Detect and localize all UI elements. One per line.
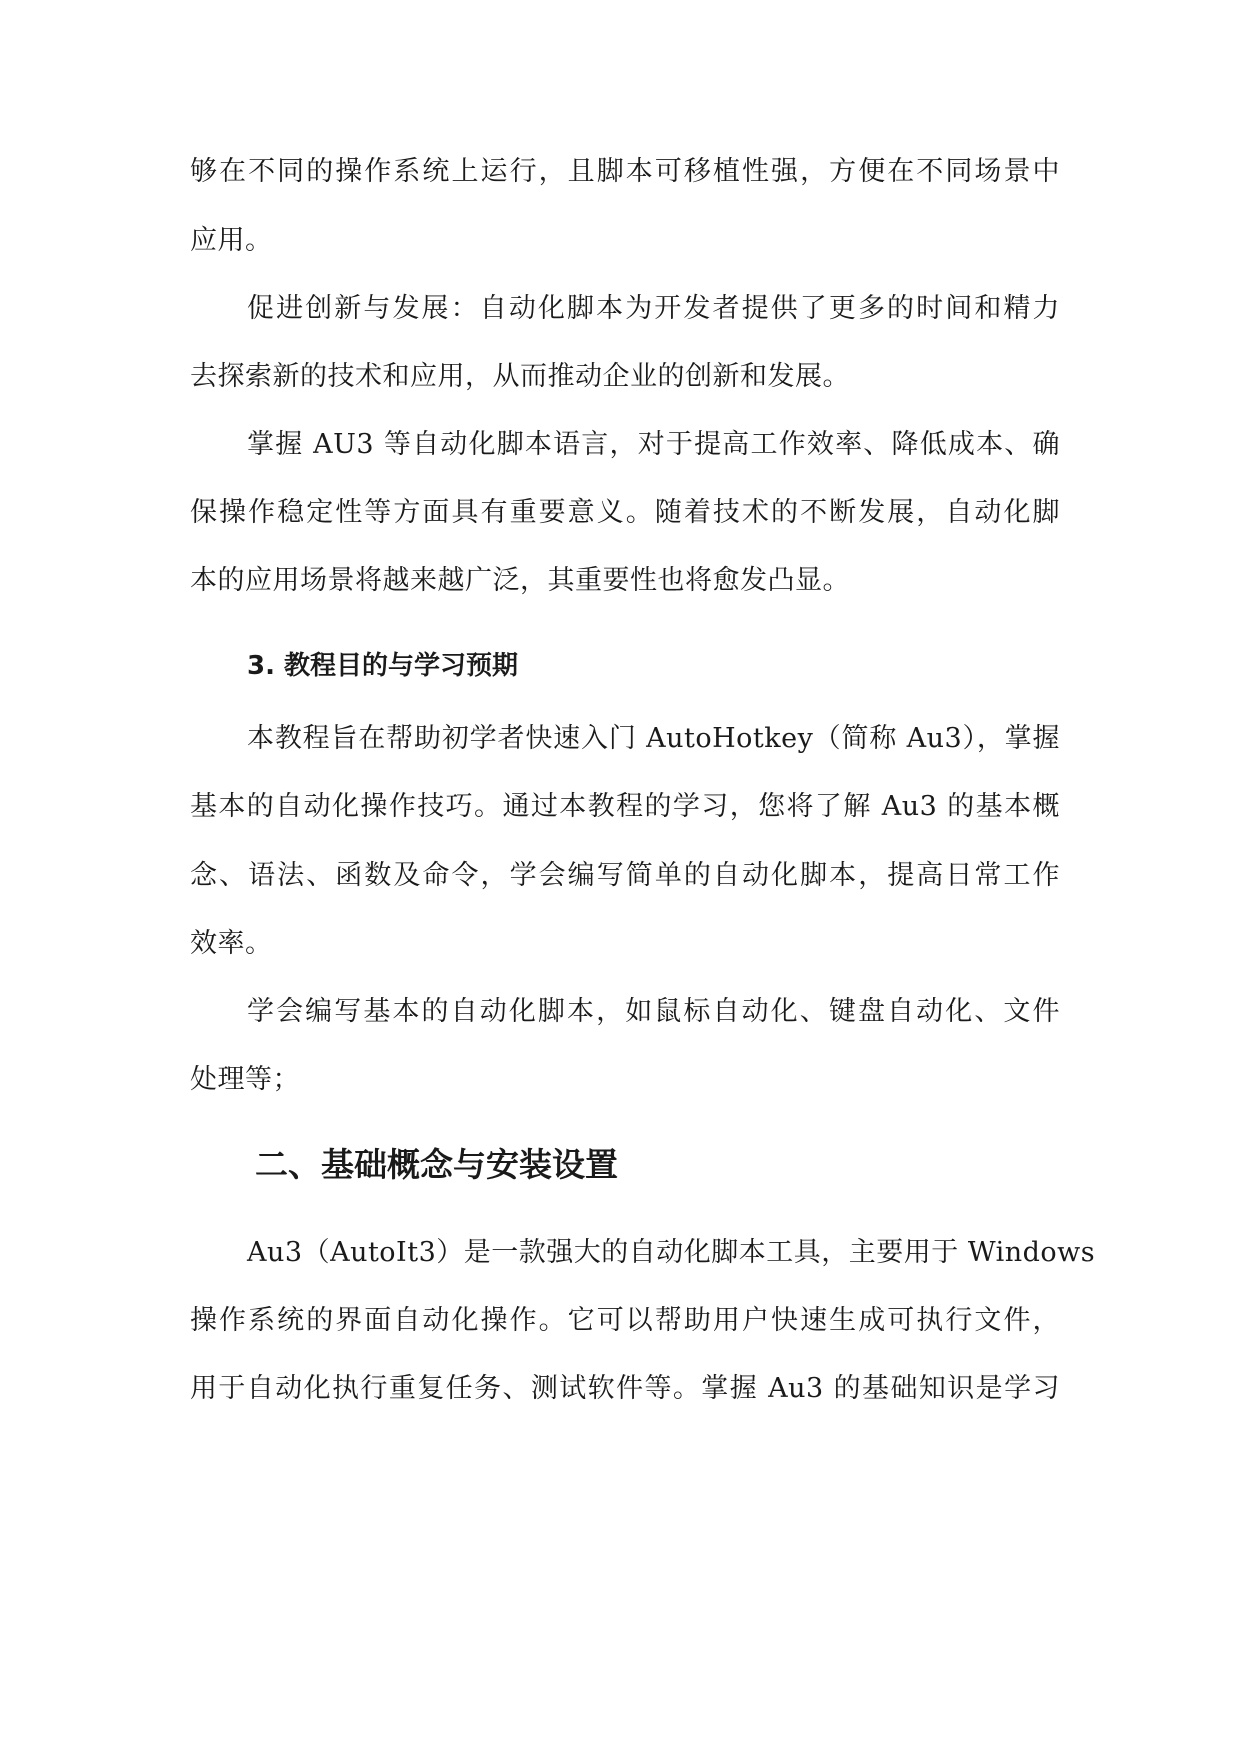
paragraph-line: 基本的自动化操作技巧。通过本教程的学习，您将了解 Au3 的基本概 (190, 791, 1060, 822)
paragraph-line: 本的应用场景将越来越广泛，其重要性也将愈发凸显。 (190, 565, 850, 596)
paragraph-line: 学会编写基本的自动化脚本，如鼠标自动化、键盘自动化、文件 (247, 996, 1060, 1027)
paragraph-line: 处理等； (190, 1064, 300, 1095)
paragraph-line: 应用。 (190, 225, 273, 256)
section-heading: 3. 教程目的与学习预期 (247, 651, 519, 681)
chapter-heading: 二、基础概念与安装设置 (255, 1145, 618, 1184)
paragraph-line: 效率。 (190, 928, 273, 959)
paragraph-line: 去探索新的技术和应用，从而推动企业的创新和发展。 (190, 361, 850, 392)
paragraph-line: 够在不同的操作系统上运行，且脚本可移植性强，方便在不同场景中 (190, 156, 1060, 187)
paragraph-line: 促进创新与发展：自动化脚本为开发者提供了更多的时间和精力 (247, 293, 1060, 324)
paragraph-line: 操作系统的界面自动化操作。它可以帮助用户快速生成可执行文件， (190, 1305, 1060, 1336)
paragraph-line: 念、语法、函数及命令，学会编写简单的自动化脚本，提高日常工作 (190, 860, 1060, 891)
paragraph-line: 保操作稳定性等方面具有重要意义。随着技术的不断发展，自动化脚 (190, 497, 1060, 528)
paragraph-line: 掌握 AU3 等自动化脚本语言，对于提高工作效率、降低成本、确 (247, 429, 1060, 460)
paragraph-line: 本教程旨在帮助初学者快速入门 AutoHotkey（简称 Au3），掌握 (247, 723, 1060, 754)
paragraph-line: 用于自动化执行重复任务、测试软件等。掌握 Au3 的基础知识是学习 (190, 1373, 1060, 1404)
paragraph-line: Au3（AutoIt3）是一款强大的自动化脚本工具，主要用于 Windows (247, 1237, 1096, 1268)
